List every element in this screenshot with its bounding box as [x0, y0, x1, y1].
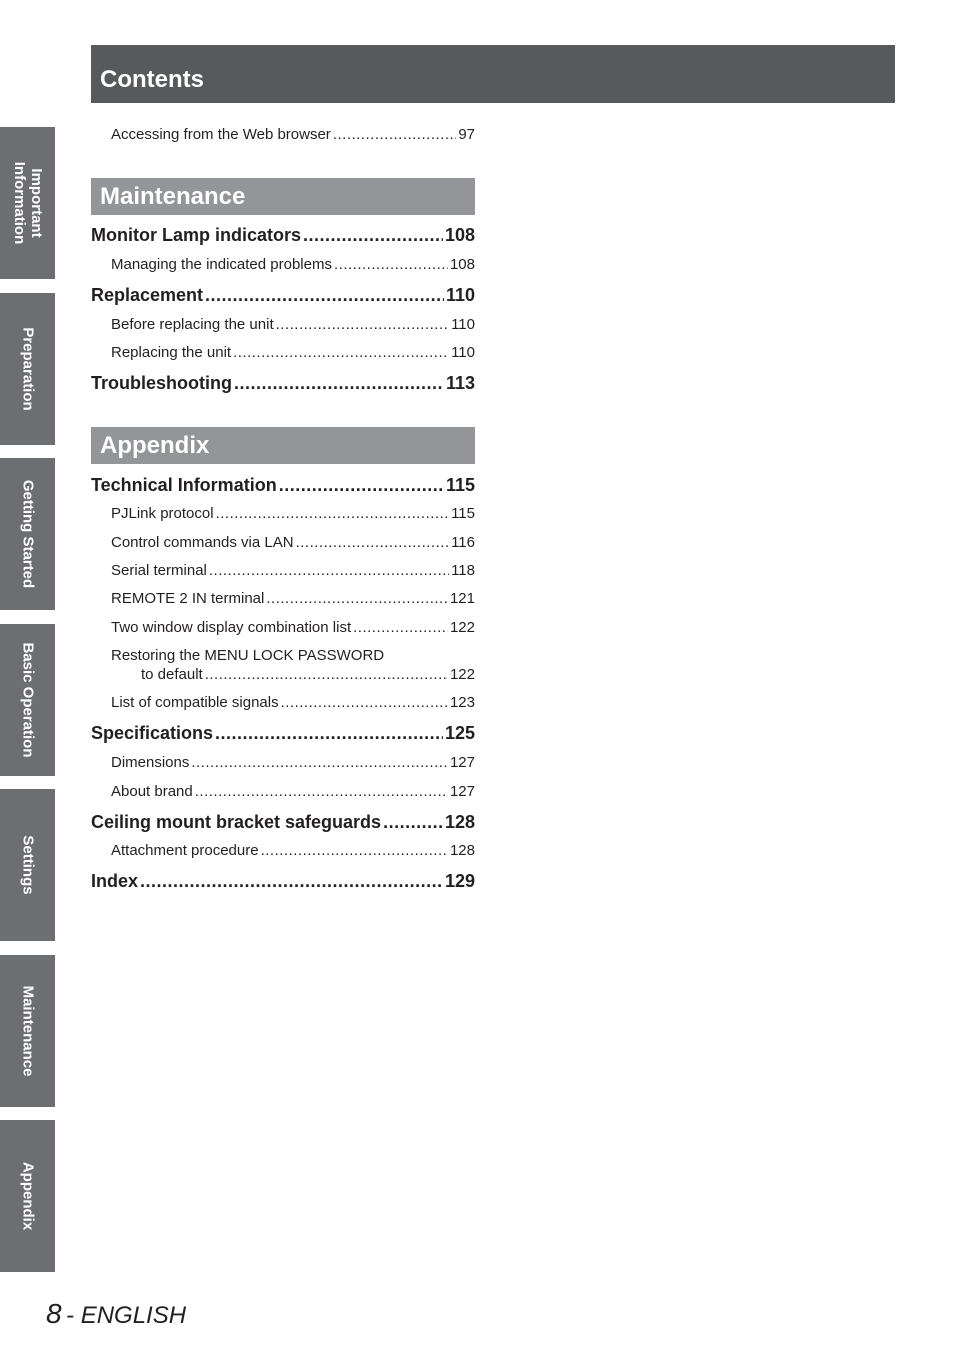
toc-entry-specifications[interactable]	[91, 722, 475, 744]
side-tab-important-information[interactable]	[0, 127, 55, 279]
toc-entry-page: 108	[449, 256, 475, 273]
toc-entry-label: Index	[91, 871, 139, 891]
dot-leader	[209, 562, 449, 580]
toc-entry-page: 115	[445, 475, 475, 495]
dot-leader	[233, 344, 449, 362]
toc-entry-label: to default	[141, 666, 203, 683]
toc-entry-label: Dimensions	[111, 754, 190, 771]
dot-leader	[383, 811, 443, 833]
toc-entry-compatible-signals[interactable]	[111, 694, 475, 712]
toc-entry-label: Control commands via LAN	[111, 534, 294, 551]
toc-entry-dimensions[interactable]	[111, 754, 475, 772]
dot-leader	[303, 224, 443, 246]
toc-entry-page: 121	[449, 590, 475, 607]
toc-entry-page: 110	[445, 285, 475, 305]
dot-leader	[333, 126, 457, 144]
dot-leader	[276, 316, 449, 334]
section-bar-maintenance	[91, 178, 475, 215]
toc-entry-index[interactable]	[91, 870, 475, 892]
section-title: Maintenance	[100, 183, 246, 210]
toc-entry-label: Specifications	[91, 723, 214, 743]
toc-entry-replacement[interactable]	[91, 284, 475, 306]
toc-entry-label: Serial terminal	[111, 562, 207, 579]
toc-entry-label: About brand	[111, 783, 193, 800]
side-tab-maintenance[interactable]	[0, 955, 55, 1107]
side-tab-label: Important Information	[10, 161, 45, 245]
toc-entry-page: 110	[451, 316, 475, 333]
toc-entry-page: 129	[444, 871, 475, 891]
side-tab-label: Getting Started	[19, 479, 36, 589]
toc-entry-page: 127	[449, 783, 475, 800]
toc-entry-page: 123	[449, 694, 475, 711]
side-tab-label: Appendix	[19, 1161, 36, 1231]
side-tab-label: Settings	[19, 835, 36, 895]
dot-leader	[281, 694, 448, 712]
toc-entry-page: 128	[449, 842, 475, 859]
toc-entry-page: 125	[444, 723, 475, 743]
toc-entry-page: 97	[458, 126, 475, 143]
side-tab-label: Preparation	[19, 327, 36, 411]
toc-entry-label: List of compatible signals	[111, 694, 279, 711]
dot-leader	[195, 783, 448, 801]
dot-leader	[140, 870, 443, 892]
toc-entry-serial-terminal[interactable]	[111, 562, 475, 580]
toc-entry-label: REMOTE 2 IN terminal	[111, 590, 265, 607]
toc-entry-label: Two window display combination list	[111, 619, 352, 636]
dot-leader	[191, 754, 448, 772]
section-title: Appendix	[100, 432, 210, 459]
dot-leader	[353, 619, 448, 637]
dot-leader	[234, 372, 444, 394]
footer-language: - ENGLISH	[66, 1302, 187, 1329]
toc-entry-label: Replacement	[91, 285, 204, 305]
page-title: Contents	[100, 66, 204, 93]
toc-entry-page: 113	[445, 373, 475, 393]
dot-leader	[266, 590, 448, 608]
dot-leader	[296, 534, 450, 552]
side-tab-preparation[interactable]	[0, 293, 55, 445]
dot-leader	[334, 256, 448, 274]
dot-leader	[261, 842, 448, 860]
toc-entry-page: 128	[444, 812, 475, 832]
toc-entry-pjlink-protocol[interactable]	[111, 505, 475, 523]
toc-entry-replacing-unit[interactable]	[111, 344, 475, 362]
toc-entry-remote-2-in-terminal[interactable]	[111, 590, 475, 608]
toc-entry-page: 122	[449, 666, 475, 683]
side-tab-basic-operation[interactable]	[0, 624, 55, 776]
dot-leader	[279, 474, 444, 496]
toc-entry-label: Before replacing the unit	[111, 316, 274, 333]
toc-entry-monitor-lamp-indicators[interactable]	[91, 224, 475, 246]
side-tab-settings[interactable]	[0, 789, 55, 941]
toc-entry-attachment-procedure[interactable]	[111, 842, 475, 860]
toc-entry-restoring-password-line1[interactable]: Restoring the MENU LOCK PASSWORD	[111, 647, 385, 664]
contents-header-bar	[91, 45, 895, 103]
toc-entry-two-window-display[interactable]	[111, 619, 475, 637]
dot-leader	[205, 284, 444, 306]
toc-entry-page: 108	[444, 225, 475, 245]
toc-entry-page: 116	[451, 534, 475, 551]
toc-entry-label: Monitor Lamp indicators	[91, 225, 302, 245]
side-tab-getting-started[interactable]	[0, 458, 55, 610]
dot-leader	[205, 666, 448, 684]
toc-entry-label: Accessing from the Web browser	[111, 126, 331, 143]
dot-leader	[216, 505, 450, 523]
page-number: 8	[46, 1298, 62, 1329]
toc-entry-page: 122	[449, 619, 475, 636]
toc-entry-label: Technical Information	[91, 475, 277, 495]
toc-entry-label: Replacing the unit	[111, 344, 232, 361]
toc-entry-label: PJLink protocol	[111, 505, 214, 522]
toc-entry-technical-information[interactable]	[91, 474, 475, 496]
side-tab-label: Basic Operation	[19, 642, 36, 758]
side-tab-appendix[interactable]	[0, 1120, 55, 1272]
toc-entry-page: 118	[451, 562, 475, 579]
toc-entry-page: 110	[451, 344, 475, 361]
toc-entry-troubleshooting[interactable]	[91, 372, 475, 394]
toc-entry-restoring-password[interactable]	[141, 666, 475, 684]
dot-leader	[215, 722, 443, 744]
toc-entry-label: Troubleshooting	[91, 373, 232, 393]
side-tab-label: Maintenance	[19, 985, 36, 1077]
toc-entry-about-brand[interactable]	[111, 783, 475, 801]
toc-entry-label: Ceiling mount bracket safeguards	[91, 812, 382, 832]
toc-entry-page: 115	[451, 505, 475, 522]
toc-entry-ceiling-mount-bracket[interactable]	[91, 811, 475, 833]
toc-entry-control-commands-lan[interactable]	[111, 534, 475, 552]
section-bar-appendix	[91, 427, 475, 464]
toc-entry-page: 127	[449, 754, 475, 771]
toc-entry-label: Attachment procedure	[111, 842, 259, 859]
toc-entry-managing-problems[interactable]	[111, 256, 475, 274]
toc-entry-web-browser[interactable]	[111, 126, 475, 144]
toc-entry-label: Managing the indicated problems	[111, 256, 332, 273]
page-footer	[46, 1298, 186, 1330]
toc-entry-before-replacing[interactable]	[111, 316, 475, 334]
